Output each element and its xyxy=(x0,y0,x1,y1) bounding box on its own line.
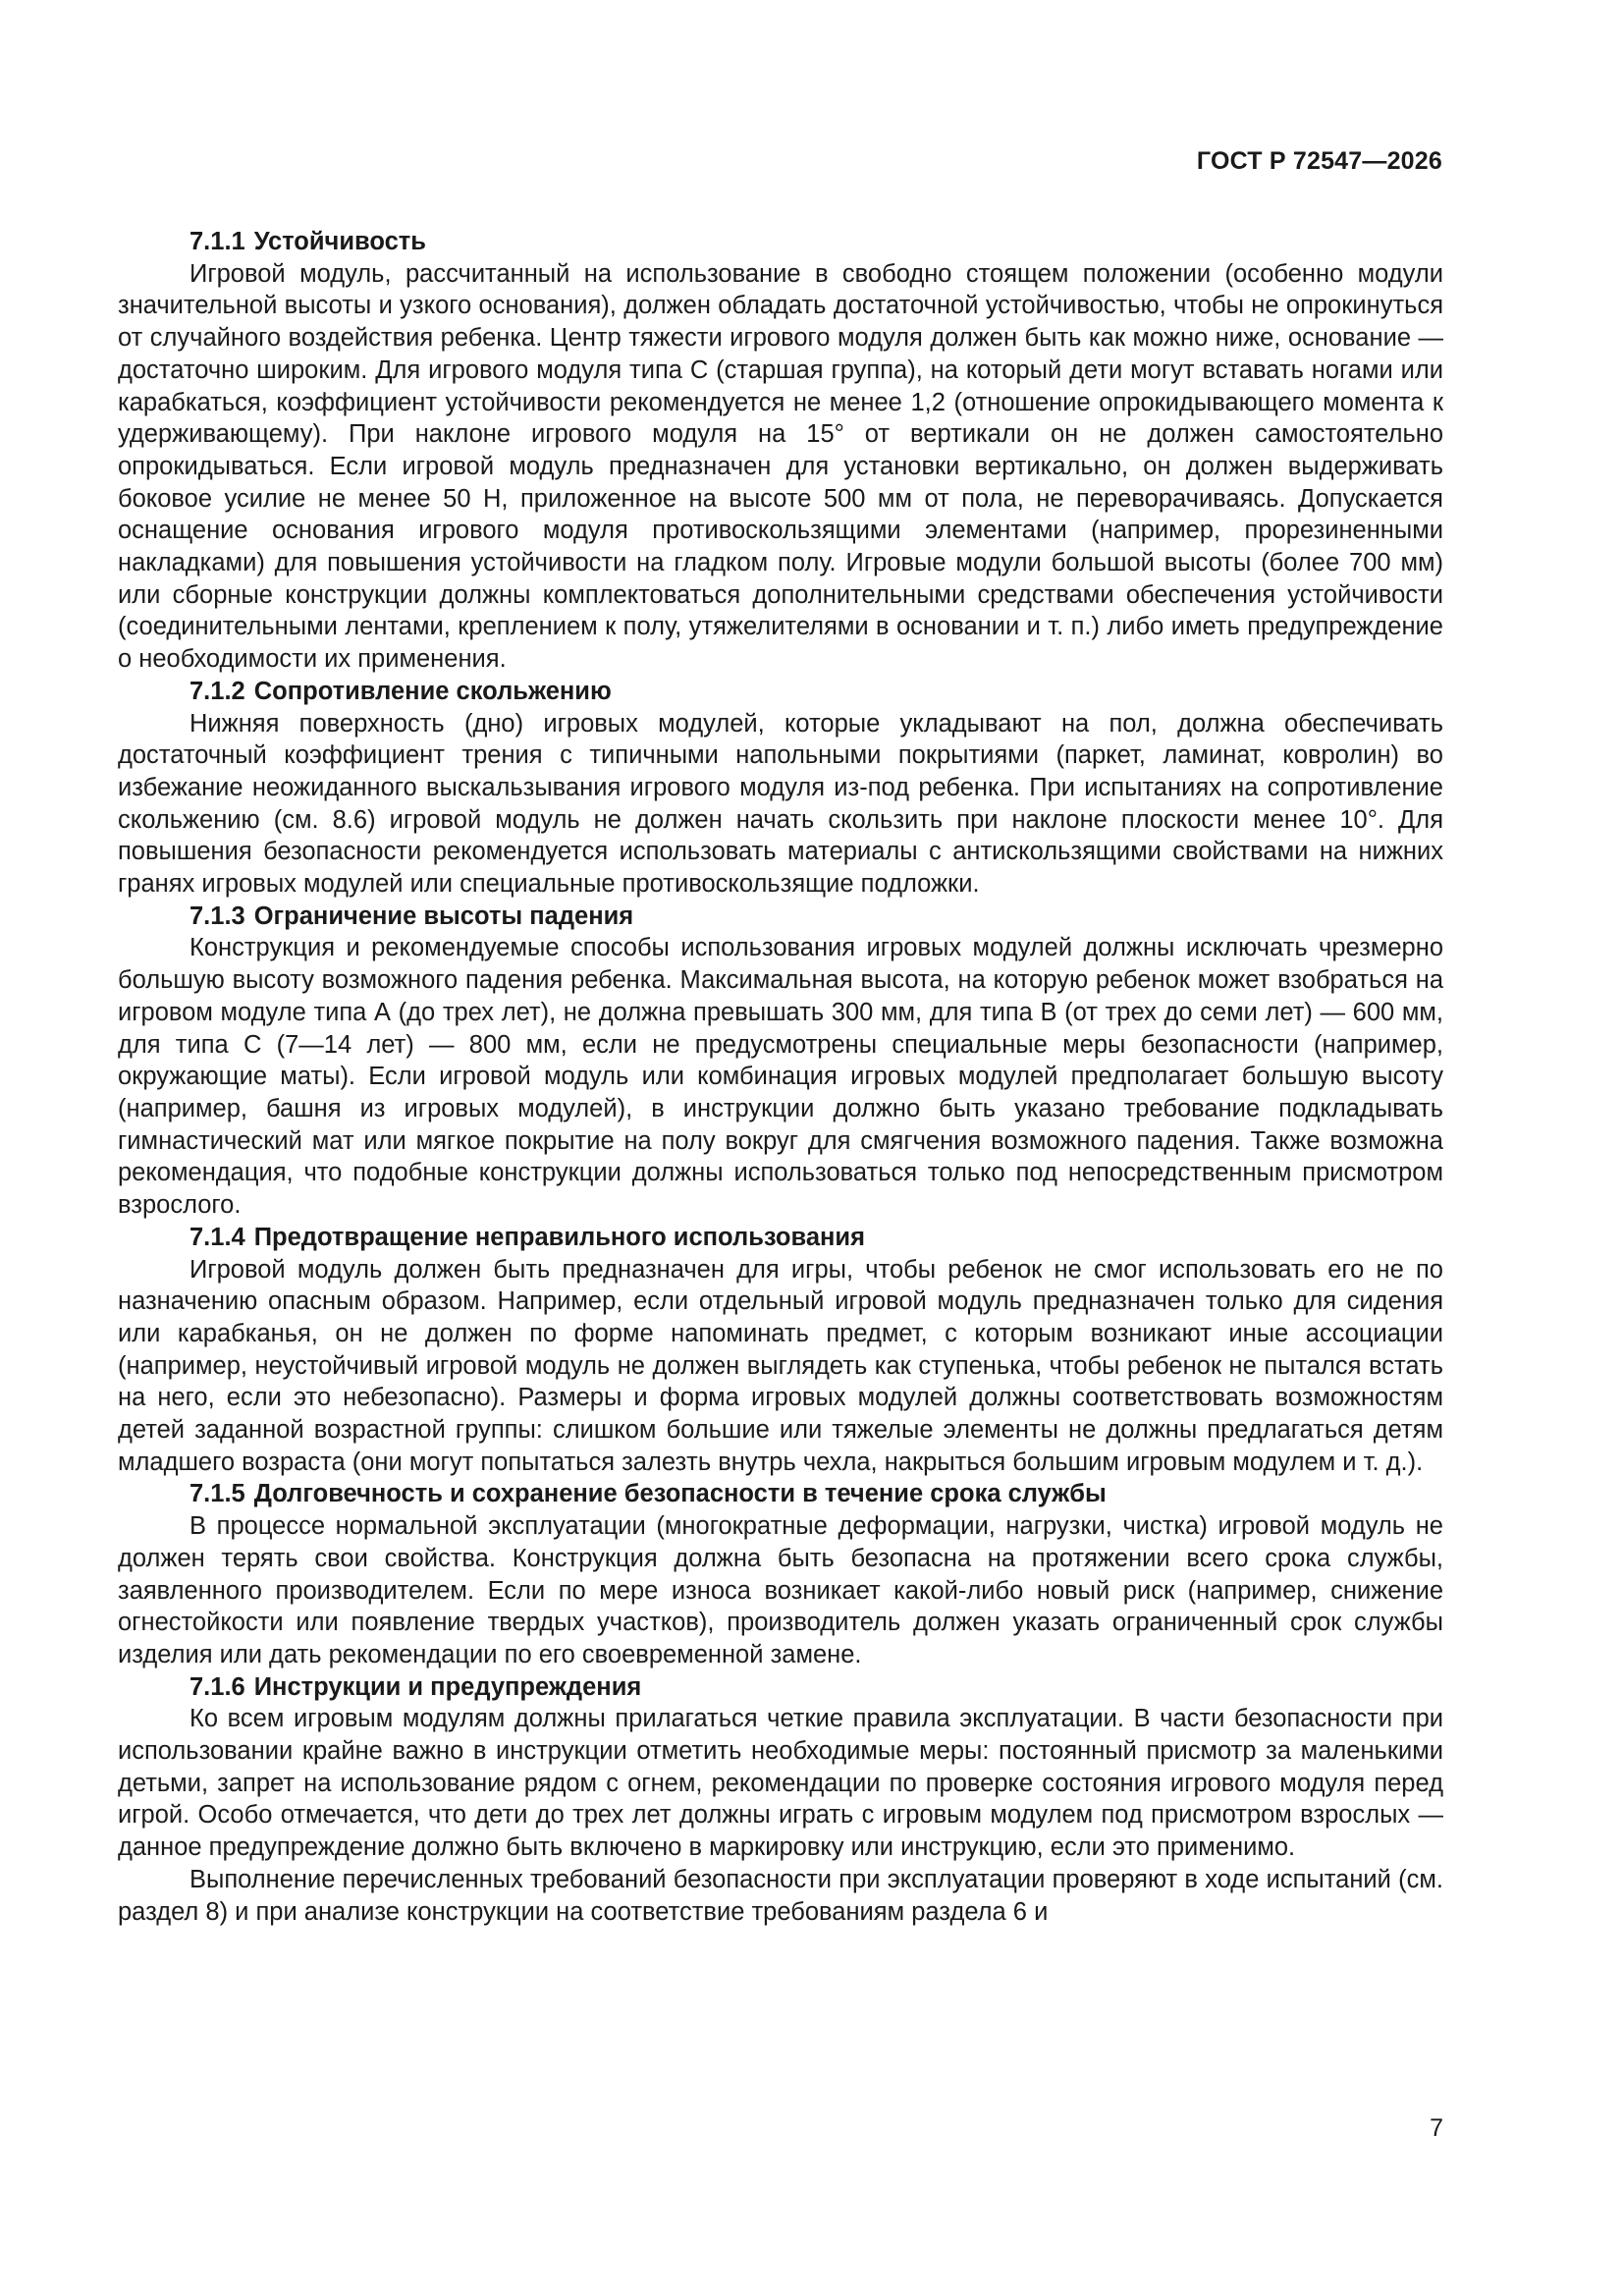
section-heading xyxy=(118,676,1443,708)
paragraph: Игровой модуль, рассчитанный на использование в свободно стоящем положении (особенно модули значительной высоты и узкого основания), должен обладать достаточной устойчивостью, чтобы не опрокинуться от случайного воздействия ребенка. Центр тяжести игрового модуля должен быть как можно ниже, основание — достаточно широким. Для игрового модуля типа С (старшая группа), на который дети могут вставать ногами или карабкаться, коэффициент устойчивости рекомендуется не менее 1,2 (отношение опрокидывающего момента к удерживающему). При наклоне игрового модуля на 15° от вертикали он не должен самостоятельно опрокидываться. Если игровой модуль предназначен для установки вертикально, он должен выдерживать боковое усилие не менее 50 Н, приложенное на высоте 500 мм от пола, не переворачиваясь. Допускается оснащение основания игрового модуля противоскользящими элементами (например, прорезиненными накладками) для повышения устойчивости на гладком полу. Игровые модули большой высоты (более 700 мм) или сборные конструкции должны комплектоваться дополнительными средствами обеспечения устойчивости (соединительными лентами, креплением к полу, утяжелителями в основании и т. п.) либо иметь предупреждение о необходимости их применения. xyxy=(118,259,1443,674)
paragraph: В процессе нормальной эксплуатации (многократные деформации, нагрузки, чистка) игровой модуль не должен терять свои свойства. Конструкция должна быть безопасна на протяжении всего срока службы, заявленного производителем. Если по мере износа возникает какой-либо новый риск (например, снижение огнестойкости или появление твердых участков), производитель должен указать ограниченный срок службы изделия или дать рекомендации по его своевременной замене. xyxy=(118,1512,1443,1668)
section-title: Ограничение высоты падения xyxy=(253,902,634,930)
page-number: 7 xyxy=(1430,2114,1443,2142)
section-number: 7.1.1 xyxy=(189,228,245,255)
section-number: 7.1.6 xyxy=(189,1672,245,1701)
section-number: 7.1.5 xyxy=(189,1480,245,1508)
paragraph: Выполнение перечисленных требований безопасности при эксплуатации проверяют в ходе испытаний (см. раздел 8) и при анализе конструкции на соответствие требованиям раздела 6 и xyxy=(118,1865,1443,1926)
section-number: 7.1.2 xyxy=(189,677,245,705)
section-heading xyxy=(118,1222,1443,1254)
section-7-1-6 xyxy=(118,1671,1443,1929)
paragraph: Нижняя поверхность (дно) игровых модулей, которые укладывают на пол, должна обеспечивать достаточный коэффициент трения с типичными напольными покрытиями (паркет, ламинат, ковролин) во избежание неожиданного выскальзывания игрового модуля из-под ребенка. При испытаниях на сопротивление скольжению (см. 8.6) игровой модуль не должен начать скользить при наклоне плоскости менее 10°. Для повышения безопасности рекомендуется использовать материалы с антискользящими свойствами на нижних гранях игровых модулей или специальные противоскользящие подложки. xyxy=(118,709,1443,899)
document-body xyxy=(118,226,1443,1928)
section-title: Инструкции и предупреждения xyxy=(253,1672,642,1701)
section-heading xyxy=(118,1478,1443,1510)
standard-code: ГОСТ Р 72547—2026 xyxy=(1196,147,1442,175)
section-heading xyxy=(118,1671,1443,1704)
section-number: 7.1.3 xyxy=(189,902,245,930)
section-7-1-3 xyxy=(118,901,1443,1222)
section-title: Сопротивление скольжению xyxy=(253,677,612,705)
section-7-1-4 xyxy=(118,1222,1443,1479)
section-7-1-1 xyxy=(118,226,1443,676)
section-title: Устойчивость xyxy=(253,228,426,255)
section-heading xyxy=(118,901,1443,933)
paragraph: Ко всем игровым модулям должны прилагаться четкие правила эксплуатации. В части безопасности при использовании крайне важно в инструкции отметить необходимые меры: постоянный присмотр за маленькими детьми, запрет на использование рядом с огнем, рекомендации по проверке состояния игрового модуля перед игрой. Особо отмечается, что дети до трех лет должны играть с игровым модулем под присмотром взрослых — данное предупреждение должно быть включено в маркировку или инструкцию, если это применимо. xyxy=(118,1705,1443,1862)
section-title: Долговечность и сохранение безопасности в течение срока службы xyxy=(253,1480,1107,1508)
section-7-1-2 xyxy=(118,676,1443,901)
paragraph: Игровой модуль должен быть предназначен для игры, чтобы ребенок не смог использовать его не по назначению опасным образом. Например, если отдельный игровой модуль предназначен только для сидения или карабканья, он не должен по форме напоминать предмет, с которым возникают иные ассоциации (например, неустойчивый игровой модуль не должен выглядеть как ступенька, чтобы ребенок не пытался встать на него, если это небезопасно). Размеры и форма игровых модулей должны соответствовать возможностям детей заданной возрастной группы: слишком большие или тяжелые элементы не должны предлагаться детям младшего возраста (они могут попытаться залезть внутрь чехла, накрыться большим игровым модулем и т. д.). xyxy=(118,1255,1443,1476)
section-title: Предотвращение неправильного использования xyxy=(253,1223,865,1251)
section-heading xyxy=(118,226,1443,258)
section-number: 7.1.4 xyxy=(189,1223,245,1251)
paragraph: Конструкция и рекомендуемые способы использования игровых модулей должны исключать чрезмерно большую высоту возможного падения ребенка. Максимальная высота, на которую ребенок может взобраться на игровом модуле типа А (до трех лет), не должна превышать 300 мм, для типа В (от трех до семи лет) — 600 мм, для типа С (7—14 лет) — 800 мм, если не предусмотрены специальные меры безопасности (например, окружающие маты). Если игровой модуль или комбинация игровых модулей предполагает большую высоту (например, башня из игровых модулей), в инструкции должно быть указано требование подкладывать гимнастический мат или мягкое покрытие на полу вокруг для смягчения возможного падения. Также возможна рекомендация, что подобные конструкции должны использоваться только под непосредственным присмотром взрослого. xyxy=(118,934,1443,1220)
section-7-1-5 xyxy=(118,1478,1443,1670)
